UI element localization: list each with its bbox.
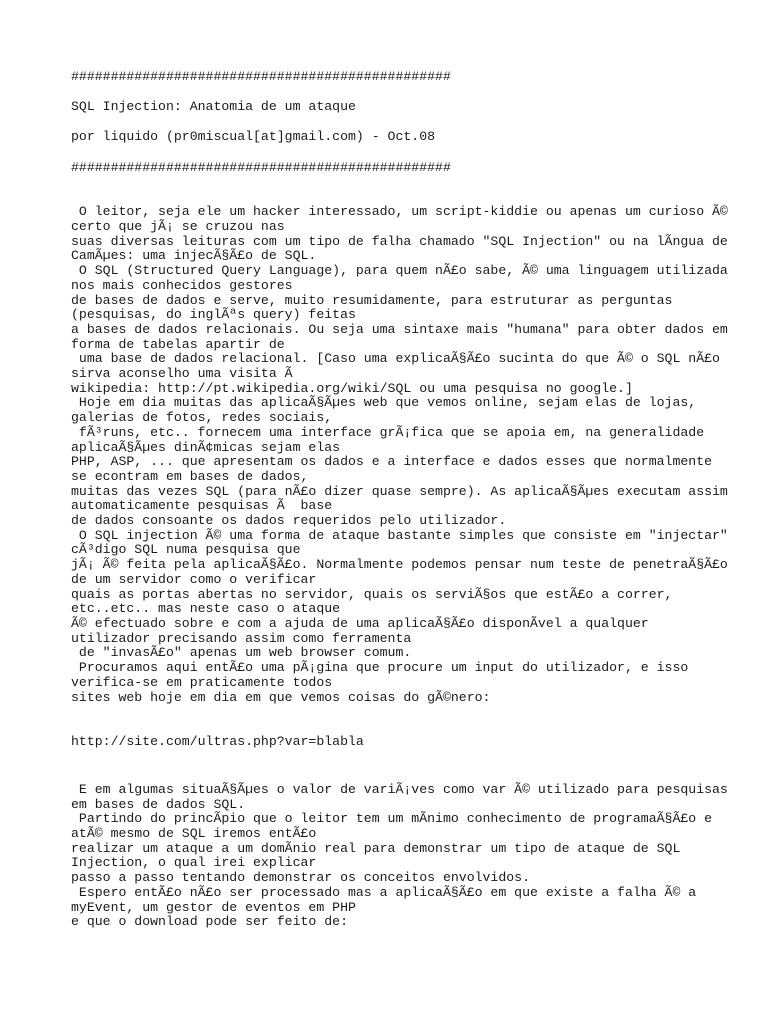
spacer [71,175,731,205]
spacer [71,85,731,101]
text-line: sirva aconselho uma visita Ã [71,366,293,382]
text-line: Injection, o qual irei explicar [71,855,317,871]
text-line: Hoje em dia muitas das aplicaÃ§Ãµes web que vemos online, sejam elas de lojas, [71,395,697,411]
text-line: Espero entÃ£o nÃ£o ser processado mas a aplicaÃ§Ã£o em que existe a falha Ã© a [71,884,697,900]
text-line: O SQL (Structured Query Language), para quem nÃ£o sabe, Ã© uma linguagem utilizada [71,263,728,279]
text-line: galerias de fotos, redes sociais, [71,410,333,426]
spacer [71,145,731,161]
text-line: etc..etc.. mas neste caso o ataque [71,601,341,617]
text-line: myEvent, um gestor de eventos em PHP [71,899,356,915]
text-line: certo que jÃ¡ se cruzou nas [71,219,285,235]
text-line: realizar um ataque a um domÃnio real para demonstrar um tipo de ataque de SQL [71,840,681,856]
text-line: utilizador precisando assim como ferramenta [71,630,412,646]
text-line: e que o download pode ser feito de: [71,914,348,930]
document-title: SQL Injection: Anatomia de um ataque [71,99,356,115]
spacer [71,750,731,783]
header-divider-bottom: ################################################ [71,159,451,175]
spacer [71,705,731,735]
example-url: http://site.com/ultras.php?var=blabla [71,734,364,750]
text-line: uma base de dados relacional. [Caso uma explicaÃ§Ã£o sucinta do que Ã© o SQL nÃ£o [71,351,720,367]
text-line: sites web hoje em dia em que vemos coisas do gÃ©nero: [71,689,491,705]
text-line: PHP, ASP, ... que apresentam os dados e a interface e dados esses que normalmente [71,454,713,470]
text-line: Partindo do princÃpio que o leitor tem um mÃnimo conhecimento de programaÃ§Ã£o e [71,811,713,827]
text-line: automaticamente pesquisas Ã base [71,498,333,514]
text-line: O SQL injection Ã© uma forma de ataque bastante simples que consiste em "injectar" [71,527,728,543]
text-line: de dados consoante os dados requeridos pelo utilizador. [71,513,507,529]
text-line: verifica-se em praticamente todos [71,674,333,690]
text-line: wikipedia: http://pt.wikipedia.org/wiki/SQL ou uma pesquisa no google.] [71,380,633,396]
text-line: suas diversas leituras com um tipo de falha chamado "SQL Injection" ou na lÃngua de [71,233,728,249]
text-line: Ã© efectuado sobre e com a ajuda de uma aplicaÃ§Ã£o disponÃvel a qualquer [71,616,649,631]
text-line: CamÃµes: uma injecÃ§Ã£o de SQL. [71,248,317,264]
header-divider-top: ################################################ [71,69,451,84]
text-line: quais as portas abertas no servidor, quais os serviÃ§os que estÃ£o a correr, [71,586,673,602]
text-line: passo a passo tentando demonstrar os conceitos envolvidos. [71,870,530,886]
author-byline: por liquido (pr0miscual[at]gmail.com) - Oct.08 [71,129,436,145]
text-line: forma de tabelas apartir de [71,336,285,352]
text-line: E em algumas situaÃ§Ãµes o valor de variÃ¡ves como var Ã© utilizado para pesquisas [71,781,728,797]
text-line: muitas das vezes SQL (para nÃ£o dizer quase sempre). As aplicaÃ§Ãµes executam assim [71,483,728,499]
text-line: em bases de dados SQL. [71,796,246,812]
text-line: aplicaÃ§Ãµes dinÃ¢micas sejam elas [71,439,341,455]
body-paragraphs [71,205,731,705]
document-page [71,70,731,930]
closing-paragraphs [71,783,731,930]
spacer [71,115,731,131]
text-line: se econtram em bases de dados, [71,468,309,484]
text-line: de "invasÃ£o" apenas um web browser comum. [71,645,412,661]
text-line: Procuramos aqui entÃ£o uma pÃ¡gina que procure um input do utilizador, e isso [71,660,689,676]
text-line: jÃ¡ Ã© feita pela aplicaÃ§Ã£o. Normalmente podemos pensar num teste de penetraÃ§Ã£o [71,557,728,573]
text-line: nos mais conhecidos gestores [71,277,293,293]
text-line: a bases de dados relacionais. Ou seja uma sintaxe mais "humana" para obter dados em [71,321,728,337]
text-line: O leitor, seja ele um hacker interessado, um script-kiddie ou apenas um curioso Ã© [71,204,728,220]
text-line: fÃ³runs, etc.. fornecem uma interface grÃ¡fica que se apoia em, na generalidade [71,424,705,440]
text-line: cÃ³digo SQL numa pesquisa que [71,542,301,558]
text-line: de um servidor como o verificar [71,571,317,587]
text-line: (pesquisas, do inglÃªs query) feitas [71,307,356,323]
text-line: atÃ© mesmo de SQL iremos entÃ£o [71,826,317,842]
text-line: de bases de dados e serve, muito resumidamente, para estruturar as perguntas [71,292,673,308]
